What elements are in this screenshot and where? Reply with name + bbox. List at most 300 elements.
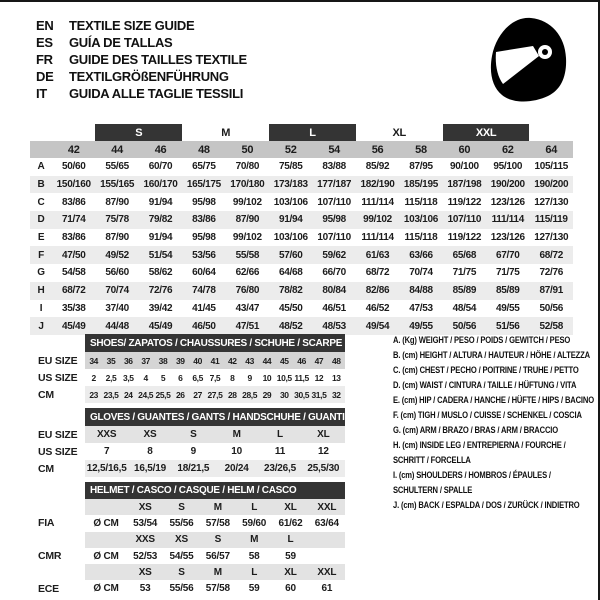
size-label-cell: XS <box>163 532 199 548</box>
measure-cell: 107/110 <box>317 232 351 244</box>
value-cell: 44 <box>258 352 275 369</box>
helmet-sizes-row <box>30 532 345 548</box>
section-title-row <box>30 334 345 352</box>
size-label-cell: XL <box>272 499 308 515</box>
value-cell: 8 <box>128 443 171 460</box>
value-cell: 48 <box>328 352 345 369</box>
helmet-value-cell: 54/55 <box>169 550 194 562</box>
size-header-cell: 48 <box>182 141 225 158</box>
size-label-cell: XL <box>272 564 308 580</box>
measure-cell: 115/119 <box>529 211 573 229</box>
measure-cell: 127/130 <box>534 196 569 208</box>
measure-cell: 87/95 <box>409 161 433 173</box>
measure-cell: 79/82 <box>139 211 182 229</box>
size-header-cell: 44 <box>95 141 138 158</box>
language-title: TEXTILE SIZE GUIDE <box>69 18 195 33</box>
measure-cell: 53/56 <box>182 246 225 264</box>
legend-item: F. (cm) TIGH / MUSLO / CUISSE / SCHENKEL / COSCIA <box>393 410 582 421</box>
measure-cell: 111/114 <box>361 196 394 208</box>
value-cell: 27,5 <box>206 386 223 403</box>
measure-cell: 72/76 <box>539 267 563 279</box>
measure-cell: 150/160 <box>52 176 95 194</box>
group-spacer <box>529 124 573 141</box>
size-header-cell: 64 <box>529 141 573 158</box>
value-cell: 28,5 <box>241 386 258 403</box>
helmet-value-cell: 53/54 <box>133 517 158 529</box>
measure-cell: 75/85 <box>278 161 303 173</box>
measure-cell: 105/115 <box>534 161 568 173</box>
value-cell: 46 <box>293 352 310 369</box>
row-label: EU SIZE <box>38 428 78 441</box>
size-label-cell: M <box>200 499 236 515</box>
value-cell: 41 <box>206 352 223 369</box>
value-cell: XL <box>302 426 345 443</box>
measure-cell: 91/94 <box>148 196 173 208</box>
measure-cell: 99/102 <box>232 232 262 244</box>
language-code: EN <box>36 18 54 33</box>
measure-row <box>30 264 573 282</box>
value-cell: 9 <box>172 443 215 460</box>
value-cell: 11,5 <box>293 369 310 386</box>
row-label: CM <box>38 462 54 475</box>
measure-cell: 182/190 <box>356 176 399 194</box>
measure-cell: 60/64 <box>192 267 216 279</box>
value-cell: 4 <box>137 369 154 386</box>
value-cell: 37 <box>137 352 154 369</box>
measure-cell: 47/51 <box>226 317 269 335</box>
helmet-data-row <box>30 580 345 596</box>
measure-cell: 84/88 <box>399 282 442 300</box>
measure-cell: 72/76 <box>139 282 182 300</box>
legend-item: H. (cm) INSIDE LEG / ENTREPIERNA / FOURCHE / SCHRITT / FORCELLA <box>393 440 566 466</box>
spacer-cell <box>30 408 85 426</box>
measure-cell: 59/62 <box>312 246 355 264</box>
helmet-value-cell: 55/56 <box>169 517 194 529</box>
value-cell: M <box>215 426 258 443</box>
measure-cell: 39/42 <box>148 302 173 314</box>
legend-item: C. (cm) CHEST / PECHO / POITRINE / TRUHE / PETTO <box>393 365 579 376</box>
measure-cell: 68/72 <box>529 246 573 264</box>
measure-cell: 85/92 <box>365 161 390 173</box>
measure-cell: 85/89 <box>486 282 529 300</box>
row-letter: G <box>37 267 45 279</box>
diameter-unit: Ø CM <box>93 583 119 595</box>
size-label-cell: S <box>200 532 236 548</box>
size-label-cell <box>309 532 345 548</box>
row-label: CM <box>38 388 54 401</box>
gloves-row <box>30 426 345 443</box>
value-cell: 24,5 <box>137 386 154 403</box>
textile-size-table <box>30 124 573 335</box>
measure-cell: 87/91 <box>529 282 573 300</box>
measure-cell: 74/78 <box>182 282 225 300</box>
helmet-size-table <box>30 482 345 597</box>
value-cell: 30 <box>276 386 293 403</box>
measure-cell: 52/58 <box>529 317 573 335</box>
gloves-row <box>30 460 345 477</box>
spacer-cell <box>85 499 127 515</box>
helmet-sizes-row <box>30 499 345 515</box>
size-label-cell: L <box>272 532 308 548</box>
measure-cell: 115/118 <box>404 196 438 208</box>
row-letter: H <box>30 282 52 300</box>
value-cell: 39 <box>172 352 189 369</box>
shoes-row <box>30 352 345 369</box>
value-cell: 13 <box>328 369 345 386</box>
measure-cell: 83/86 <box>61 196 86 208</box>
helmet-data-row <box>30 548 345 564</box>
measure-cell: 85/89 <box>443 282 486 300</box>
value-cell: 12 <box>302 443 345 460</box>
language-code: DE <box>36 69 54 84</box>
standard-label: CMR <box>38 550 62 563</box>
corner-cell <box>30 141 52 158</box>
spacer-cell <box>85 532 127 548</box>
measure-cell: 155/165 <box>95 176 138 194</box>
helmet-value-cell: 59/60 <box>242 517 267 529</box>
row-letter: B <box>30 176 52 194</box>
measure-cell: 83/88 <box>322 161 346 173</box>
gloves-size-table <box>30 408 345 477</box>
measure-cell: 83/86 <box>182 211 225 229</box>
measure-cell: 49/54 <box>356 317 399 335</box>
legend-item: B. (cm) HEIGHT / ALTURA / HAUTEUR / HÖHE / ALTEZZA <box>393 350 590 361</box>
measure-cell: 123/126 <box>490 196 525 208</box>
measure-cell: 54/58 <box>61 267 86 279</box>
language-title: GUIDA ALLE TAGLIE TESSILI <box>69 86 244 101</box>
language-row <box>36 85 247 102</box>
value-cell: 23/26,5 <box>258 460 301 477</box>
measure-cell: 111/114 <box>486 211 529 229</box>
row-letter: D <box>30 211 52 229</box>
measure-row <box>30 300 573 318</box>
language-title: GUÍA DE TALLAS <box>69 35 173 50</box>
measure-cell: 50/60 <box>61 161 86 173</box>
measure-cell: 123/126 <box>490 232 525 244</box>
language-code: IT <box>36 86 47 101</box>
measure-cell: 70/80 <box>235 161 260 173</box>
racing-helmet-icon <box>487 14 569 109</box>
legend-item: I. (cm) SHOULDERS / HOMBROS / ÉPAULES / SCHULTERN / SPALLE <box>393 470 551 496</box>
value-cell: 26 <box>172 386 189 403</box>
size-label-cell: S <box>163 499 199 515</box>
measure-cell: 165/175 <box>182 176 225 194</box>
value-cell: 28 <box>224 386 241 403</box>
measure-row <box>30 158 573 176</box>
measure-cell: 71/75 <box>452 267 477 279</box>
measure-cell: 45/49 <box>52 317 95 335</box>
standard-label: FIA <box>38 517 55 530</box>
value-cell: 24 <box>120 386 137 403</box>
legend-item: E. (cm) HIP / CADERA / HANCHE / HÜFTE / HIPS / BACINO <box>393 395 594 406</box>
measure-cell: 190/200 <box>529 176 573 194</box>
row-label: US SIZE <box>38 445 78 458</box>
language-title-block <box>36 17 247 102</box>
value-cell: 23,5 <box>102 386 119 403</box>
size-label-cell: XS <box>127 499 163 515</box>
measure-cell: 83/86 <box>61 232 86 244</box>
measure-cell: 127/130 <box>534 232 569 244</box>
measure-row <box>30 282 573 300</box>
shoes-title: SHOES/ ZAPATOS / CHAUSSURES / SCHUHE / SCARPE <box>85 334 345 352</box>
row-letter: J <box>30 317 52 335</box>
diameter-unit: Ø CM <box>93 517 119 529</box>
group-xxl-header: XXL <box>443 124 530 141</box>
measure-cell: 70/74 <box>95 282 138 300</box>
group-s-header: S <box>95 124 182 141</box>
measure-cell: 48/53 <box>312 317 355 335</box>
measure-cell: 99/102 <box>356 211 399 229</box>
gloves-title: GLOVES / GUANTES / GANTS / HANDSCHUHE / GUANTI <box>85 408 345 426</box>
spacer-cell <box>30 564 85 580</box>
measure-cell: 177/187 <box>312 176 355 194</box>
value-cell: 18/21,5 <box>172 460 215 477</box>
measure-cell: 91/94 <box>269 211 312 229</box>
measure-cell: 61/63 <box>356 246 399 264</box>
size-header-cell: 42 <box>52 141 95 158</box>
helmet-value-cell <box>309 548 345 564</box>
shoes-size-table <box>30 334 345 403</box>
size-header-cell: 46 <box>139 141 182 158</box>
measure-cell: 49/55 <box>496 302 520 314</box>
helmet-sizes-row <box>30 564 345 580</box>
value-cell: 12,5/16,5 <box>85 460 128 477</box>
value-cell: 34 <box>85 352 102 369</box>
measure-cell: 95/98 <box>192 232 216 244</box>
measure-cell: 41/45 <box>192 302 216 314</box>
legend-item: G. (cm) ARM / BRAZO / BRAS / ARM / BRACCIO <box>393 425 558 436</box>
measure-cell: 56/60 <box>105 267 129 279</box>
size-label-cell: XXL <box>309 499 345 515</box>
value-cell: 10 <box>215 443 258 460</box>
language-title: TEXTILGRÖßENFÜHRUNG <box>69 69 229 84</box>
standard-label: ECE <box>38 582 59 595</box>
helmet-value-cell: 61 <box>321 583 333 595</box>
helmet-value-cell: 58 <box>248 550 260 562</box>
measure-cell: 103/106 <box>273 232 308 244</box>
value-cell: 23 <box>85 386 102 403</box>
size-header-cell: 54 <box>312 141 355 158</box>
measure-cell: 58/62 <box>148 267 173 279</box>
measure-cell: 49/55 <box>399 317 442 335</box>
measure-cell: 107/110 <box>317 196 351 208</box>
measure-cell: 47/53 <box>409 302 433 314</box>
row-letter: F <box>30 246 52 264</box>
value-cell: 42 <box>224 352 241 369</box>
value-cell: 2 <box>85 369 102 386</box>
measure-cell: 35/38 <box>61 302 86 314</box>
measure-cell: 50/56 <box>539 302 563 314</box>
helmet-value-cell: 63/64 <box>314 517 339 529</box>
size-label-cell: M <box>236 532 272 548</box>
measure-cell: 67/70 <box>486 246 529 264</box>
language-code: ES <box>36 35 53 50</box>
measure-cell: 55/65 <box>105 161 129 173</box>
helmet-title: HELMET / CASCO / CASQUE / HELM / CASCO <box>85 482 345 499</box>
spacer-cell <box>85 564 127 580</box>
value-cell: 31,5 <box>310 386 327 403</box>
measure-cell: 46/52 <box>365 302 390 314</box>
measure-cell: 71/75 <box>496 267 520 279</box>
group-m-header: M <box>182 124 269 141</box>
legend-item: D. (cm) WAIST / CINTURA / TAILLE / HÜFTUNG / VITA <box>393 380 577 391</box>
helmet-value-cell: 56/57 <box>205 550 230 562</box>
value-cell: 9 <box>241 369 258 386</box>
helmet-value-cell: 57/58 <box>205 583 230 595</box>
measure-cell: 51/56 <box>486 317 529 335</box>
value-cell: 27 <box>189 386 206 403</box>
measure-row <box>30 229 573 247</box>
helmet-value-cell: 52/53 <box>133 550 158 562</box>
size-label-cell: S <box>163 564 199 580</box>
row-letter: I <box>39 302 43 314</box>
measure-cell: 111/114 <box>361 232 394 244</box>
measure-cell: 160/170 <box>139 176 182 194</box>
measure-cell: 57/60 <box>269 246 312 264</box>
helmet-value-cell: 59 <box>248 583 260 595</box>
gloves-row <box>30 443 345 460</box>
measure-cell: 103/106 <box>273 196 308 208</box>
racing-helmet-glyph <box>487 14 569 109</box>
value-cell: 6 <box>172 369 189 386</box>
measure-cell: 68/72 <box>52 282 95 300</box>
size-header-cell: 62 <box>486 141 529 158</box>
group-l-header: L <box>269 124 356 141</box>
size-header-cell: 60 <box>443 141 486 158</box>
language-code: FR <box>36 52 53 67</box>
value-cell: 8 <box>224 369 241 386</box>
measure-cell: 48/54 <box>452 302 477 314</box>
measure-cell: 76/80 <box>226 282 269 300</box>
helmet-value-cell: 59 <box>285 550 296 562</box>
size-number-row <box>30 141 573 158</box>
measure-cell: 65/75 <box>192 161 216 173</box>
measure-cell: 170/180 <box>226 176 269 194</box>
section-title-row <box>30 482 345 499</box>
size-label-cell: XXS <box>127 532 163 548</box>
measure-cell: 68/72 <box>365 267 390 279</box>
measure-cell: 173/183 <box>269 176 312 194</box>
size-label-cell: XS <box>127 564 163 580</box>
value-cell: L <box>258 426 301 443</box>
value-cell: 47 <box>310 352 327 369</box>
measure-cell: 99/102 <box>232 196 262 208</box>
measure-cell: 51/54 <box>139 246 182 264</box>
value-cell: 40 <box>189 352 206 369</box>
measure-cell: 64/68 <box>278 267 303 279</box>
value-cell: 12 <box>310 369 327 386</box>
measure-cell: 187/198 <box>443 176 486 194</box>
measure-cell: 44/48 <box>95 317 138 335</box>
measure-cell: 48/52 <box>269 317 312 335</box>
measure-cell: 190/200 <box>486 176 529 194</box>
measure-row <box>30 246 573 264</box>
value-cell: XS <box>128 426 171 443</box>
spacer-cell <box>30 334 85 352</box>
row-letter: E <box>37 232 45 244</box>
measure-cell: 60/70 <box>148 161 173 173</box>
measure-cell: 80/84 <box>312 282 355 300</box>
helmet-value-cell: 61/62 <box>278 517 303 529</box>
measure-cell: 55/58 <box>226 246 269 264</box>
value-cell: 11 <box>258 443 301 460</box>
measure-cell: 103/106 <box>399 211 442 229</box>
value-cell: 25,5 <box>154 386 171 403</box>
language-row <box>36 34 247 51</box>
size-header-cell: 52 <box>269 141 312 158</box>
helmet-value-cell: 57/58 <box>205 517 230 529</box>
size-label-cell: XXL <box>309 564 345 580</box>
legend-item: A. (Kg) WEIGHT / PESO / POIDS / GEWITCH / PESO <box>393 335 571 346</box>
shoes-row <box>30 386 345 403</box>
row-label: EU SIZE <box>38 354 78 367</box>
value-cell: 5 <box>154 369 171 386</box>
measure-cell: 91/94 <box>148 232 173 244</box>
helmet-value-cell: 53 <box>139 583 151 595</box>
value-cell: 29 <box>258 386 275 403</box>
measure-cell: 115/118 <box>404 232 438 244</box>
measure-cell: 185/195 <box>399 176 442 194</box>
language-row <box>36 68 247 85</box>
measure-cell: 119/122 <box>447 232 482 244</box>
language-row <box>36 17 247 34</box>
value-cell: 2,5 <box>102 369 119 386</box>
value-cell: 25,5/30 <box>302 460 345 477</box>
size-header-cell: 58 <box>399 141 442 158</box>
measure-row <box>30 211 573 229</box>
measure-cell: 119/122 <box>447 196 482 208</box>
value-cell: 32 <box>328 386 345 403</box>
spacer-cell <box>30 482 85 499</box>
group-xl-header: XL <box>356 124 443 141</box>
measure-cell: 70/74 <box>409 267 433 279</box>
measure-cell: 87/90 <box>226 211 269 229</box>
measurement-legend <box>393 333 595 513</box>
measure-cell: 87/90 <box>105 196 129 208</box>
measure-cell: 71/74 <box>52 211 95 229</box>
row-letter: A <box>37 161 45 173</box>
measure-cell: 95/98 <box>192 196 216 208</box>
value-cell: 43 <box>241 352 258 369</box>
measure-cell: 47/50 <box>52 246 95 264</box>
measure-cell: 95/98 <box>312 211 355 229</box>
size-group-row <box>30 124 573 141</box>
value-cell: S <box>172 426 215 443</box>
measure-cell: 45/50 <box>278 302 303 314</box>
measure-cell: 63/66 <box>399 246 442 264</box>
value-cell: XXS <box>85 426 128 443</box>
size-label-cell: M <box>200 564 236 580</box>
value-cell: 16,5/19 <box>128 460 171 477</box>
shoes-row <box>30 369 345 386</box>
value-cell: 30,5 <box>293 386 310 403</box>
value-cell: 36 <box>120 352 137 369</box>
group-spacer <box>30 124 95 141</box>
measure-cell: 65/68 <box>443 246 486 264</box>
measure-cell: 75/78 <box>95 211 138 229</box>
legend-item: J. (cm) BACK / ESPALDA / DOS / ZURÜCK / INDIETRO <box>393 500 580 511</box>
measure-row <box>30 176 573 194</box>
size-header-cell: 50 <box>226 141 269 158</box>
value-cell: 6,5 <box>189 369 206 386</box>
measure-cell: 45/49 <box>139 317 182 335</box>
measure-cell: 46/51 <box>322 302 346 314</box>
measure-cell: 78/82 <box>269 282 312 300</box>
measure-cell: 46/50 <box>182 317 225 335</box>
value-cell: 7 <box>85 443 128 460</box>
value-cell: 10,5 <box>276 369 293 386</box>
language-title: GUIDE DES TAILLES TEXTILE <box>69 52 247 67</box>
